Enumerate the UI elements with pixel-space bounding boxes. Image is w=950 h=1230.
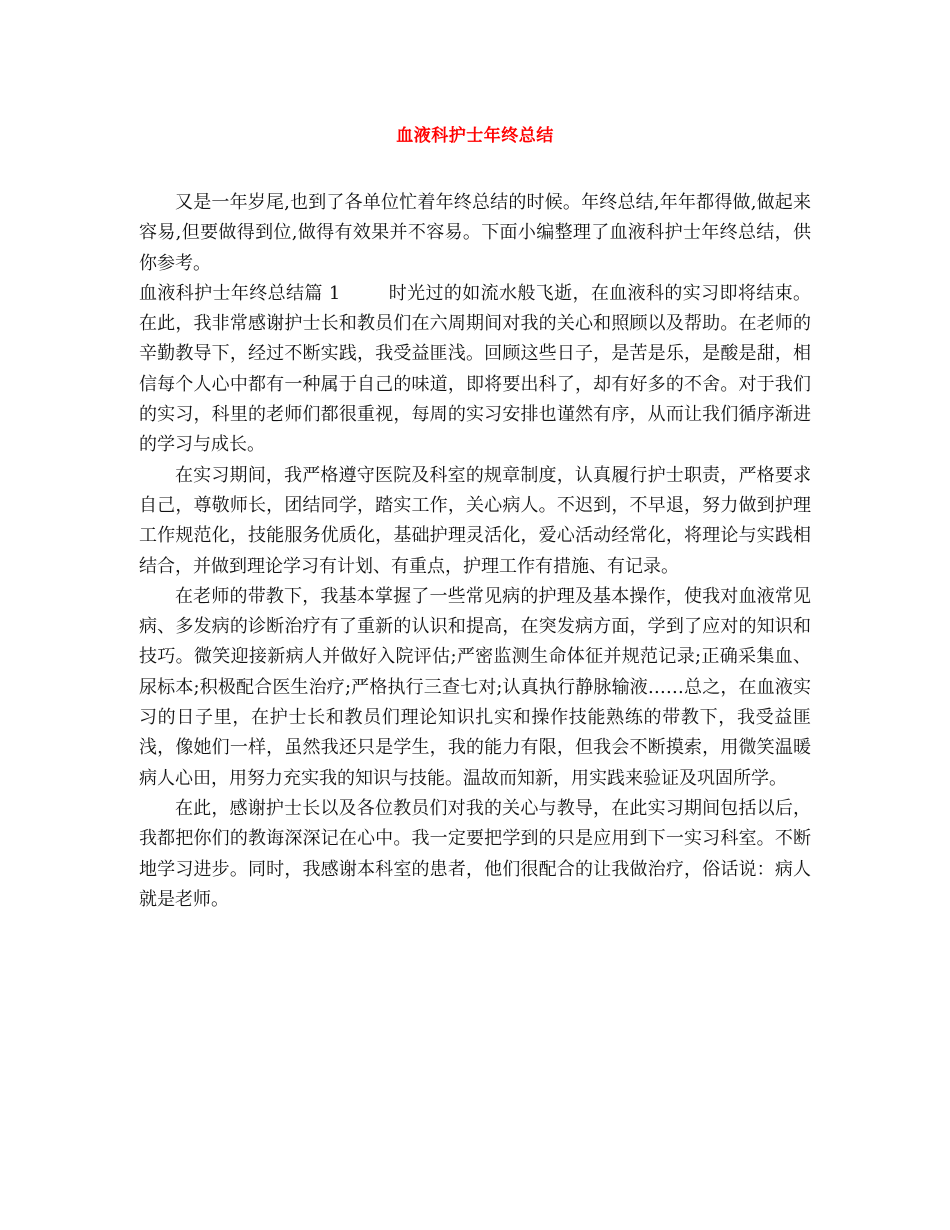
section-1-paragraph: [139, 279, 811, 461]
intro-paragraph: 又是一年岁尾,也到了各单位忙着年终总结的时候。年终总结,年年都得做,做起来容易,但要做得到位,做得有效果并不容易。下面小编整理了血液科护士年终总结，供你参考。: [139, 192, 811, 274]
paragraph-4: 在此，感谢护士长以及各位教员们对我的关心与教导，在此实习期间包括以后，我都把你们的教诲深深记在心中。我一定要把学到的只是应用到下一实习科室。不断地学习进步。同时，我感谢本科室的患者，他们很配合的让我做治疗，俗话说：病人就是老师。: [139, 797, 811, 910]
section-heading: 血液科护士年终总结篇 1: [139, 282, 341, 304]
paragraph-3: 在老师的带教下，我基本掌握了一些常见病的护理及基本操作，使我对血液常见病、多发病的诊断治疗有了重新的认识和提高，在突发病方面，学到了应对的知识和技巧。微笑迎接新病人并做好入院评估;严密监测生命体征并规范记录;正确采集血、尿标本;积极配合医生治疗;严格执行三查七对;认真执行静脉输液……总之，在血液实习的日子里，在护士长和教员们理论知识扎实和操作技能熟练的带教下，我受益匪浅，像她们一样，虽然我还只是学生，我的能力有限，但我会不断摸索，用微笑温暖病人心田，用努力充实我的知识与技能。温故而知新，用实践来验证及巩固所学。: [139, 585, 812, 789]
paragraph-2: 在实习期间，我严格遵守医院及科室的规章制度，认真履行护士职责，严格要求自己，尊敬师长，团结同学，踏实工作，关心病人。不迟到，不早退，努力做到护理工作规范化，技能服务优质化，基础护理灵活化，爱心活动经常化，将理论与实践相结合，并做到理论学习有计划、有重点，护理工作有措施、有记录。: [139, 464, 811, 577]
document-body: [139, 188, 811, 915]
document-title: 血液科护士年终总结: [396, 126, 554, 146]
section-1-text: 时光过的如流水般飞逝，在血液科的实习即将结束。在此，我非常感谢护士长和教员们在六周期间对我的关心和照顾以及帮助。在老师的辛勤教导下，经过不断实践，我受益匪浅。回顾这些日子，是苦是乐，是酸是甜，相信每个人心中都有一种属于自己的味道，即将要出科了，却有好多的不舍。对于我们的实习，科里的老师们都很重视，每周的实习安排也谨然有序，从而让我们循序渐进的学习与成长。: [139, 282, 811, 456]
